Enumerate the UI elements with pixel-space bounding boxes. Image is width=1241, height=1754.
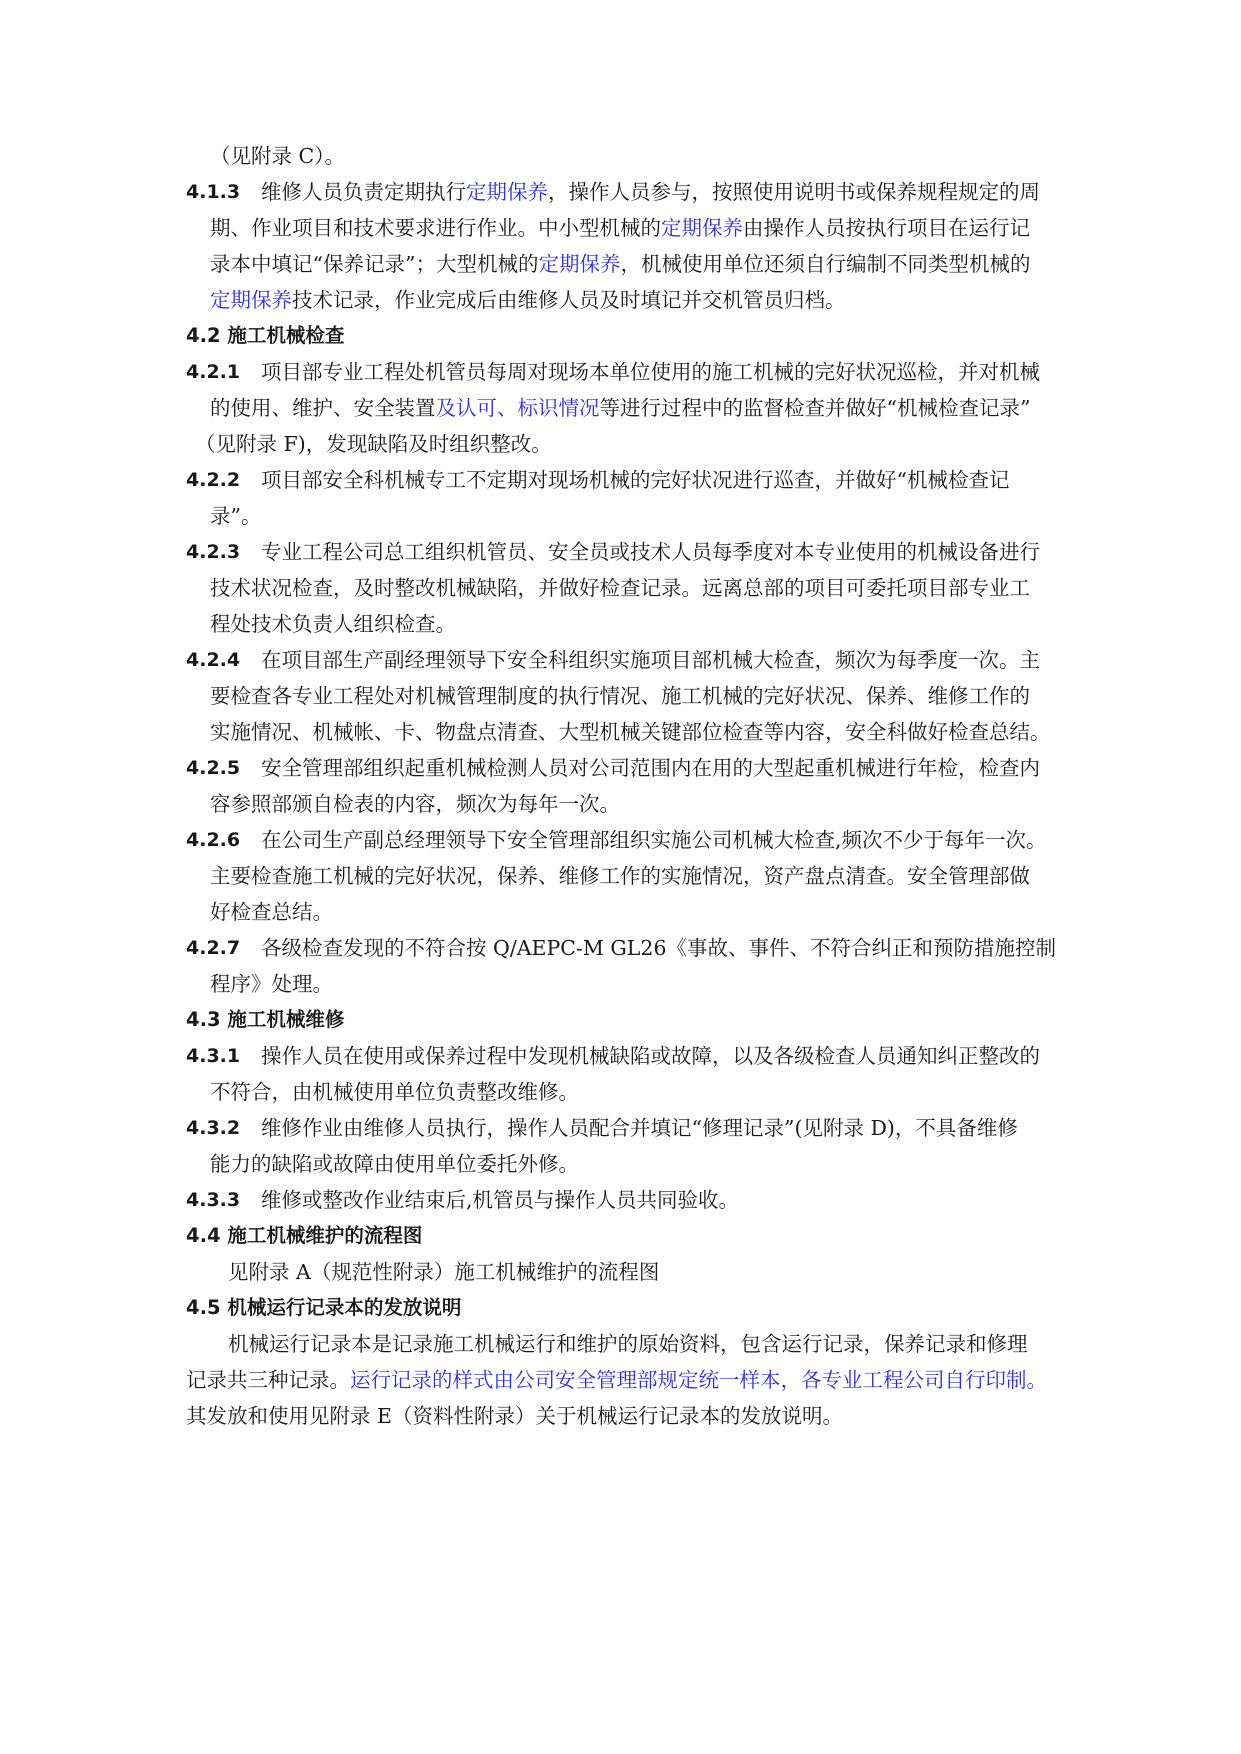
text-line: 维修人员负责定期执行定期保养，操作人员参与，按照使用说明书或保养规程规定的周 <box>261 180 1040 204</box>
link-text[interactable]: 定期保养 <box>466 180 548 204</box>
text-line: 能力的缺陷或故障由使用单位委托外修。 <box>210 1152 579 1176</box>
text-line: 在项目部生产副经理领导下安全科组织实施项目部机械大检查，频次为每季度一次。主 <box>261 648 1040 672</box>
text-line: 的使用、维护、安全装置及认可、标识情况等进行过程中的监督检查并做好“机械检查记录” <box>210 396 1031 420</box>
text-line: 项目部安全科机械专工不定期对现场机械的完好状况进行巡查，并做好“机械检查记 <box>261 468 1010 492</box>
text-line: 安全管理部组织起重机械检测人员对公司范围内在用的大型起重机械进行年检，检查内 <box>261 756 1040 780</box>
clause-number: 4.2.2 <box>186 469 241 491</box>
text-line: 操作人员在使用或保养过程中发现机械缺陷或故障，以及各级检查人员通知纠正整改的 <box>261 1044 1040 1068</box>
clause-number: 4.3.1 <box>186 1045 241 1067</box>
link-text[interactable]: 定期保养 <box>538 252 621 276</box>
section-heading: 4.5 机械运行记录本的发放说明 <box>186 1296 462 1319</box>
clause-number: 4.3.2 <box>186 1117 241 1139</box>
text-line: （见附录 F)，发现缺陷及时组织整改。 <box>195 432 552 456</box>
text-line: 录本中填记“保养记录”；大型机械的定期保养，机械使用单位还须自行编制不同类型机械的 <box>210 252 1031 276</box>
text-line: 好检查总结。 <box>210 900 333 924</box>
text-line: 专业工程公司总工组织机管员、安全员或技术人员每季度对本专业使用的机械设备进行 <box>261 540 1040 564</box>
text-line: 主要检查施工机械的完好状况，保养、维修工作的实施情况，资产盘点清查。安全管理部做 <box>210 864 1030 888</box>
text-line: 维修或整改作业结束后,机管员与操作人员共同验收。 <box>261 1188 740 1212</box>
clause-number: 4.2.6 <box>186 829 241 851</box>
clause-number: 4.2.7 <box>186 937 241 959</box>
section-heading: 4.4 施工机械维护的流程图 <box>186 1224 423 1247</box>
link-text[interactable]: 及认可、标识情况 <box>435 396 600 420</box>
text-line: 各级检查发现的不符合按 Q/AEPC-M GL26《事故、事件、不符合纠正和预防措施控制 <box>261 936 1056 960</box>
clause-number: 4.1.3 <box>186 181 241 203</box>
text-line: 容参照部颁自检表的内容，频次为每年一次。 <box>210 792 620 816</box>
text-line: 记录共三种记录。运行记录的样式由公司安全管理部规定统一样本，各专业工程公司自行印制。 <box>186 1368 1047 1392</box>
link-text[interactable]: 运行记录的样式由公司安全管理部规定统一样本，各专业工程公司自行印制。 <box>350 1368 1047 1392</box>
section-heading: 4.2 施工机械检查 <box>186 324 345 347</box>
text-line: （见附录 C）。 <box>210 144 345 168</box>
text-line: 其发放和使用见附录 E（资料性附录）关于机械运行记录本的发放说明。 <box>186 1404 843 1428</box>
text-line: 程处技术负责人组织检查。 <box>210 612 456 636</box>
text-line: 见附录 A（规范性附录）施工机械维护的流程图 <box>228 1260 660 1284</box>
text-line: 实施情况、机械帐、卡、物盘点清查、大型机械关键部位检查等内容，安全科做好检查总结。 <box>210 720 1051 744</box>
clause-number: 4.3.3 <box>186 1189 241 1211</box>
text-line: 程序》处理。 <box>210 972 333 996</box>
clause-number: 4.2.3 <box>186 541 241 563</box>
link-text[interactable]: 定期保养 <box>661 216 743 240</box>
text-line: 技术状况检查，及时整改机械缺陷，并做好检查记录。远离总部的项目可委托项目部专业工 <box>210 576 1030 600</box>
text-line: 不符合，由机械使用单位负责整改维修。 <box>210 1080 579 1104</box>
text-line: 定期保养技术记录，作业完成后由维修人员及时填记并交机管员归档。 <box>210 288 846 312</box>
clause-number: 4.2.4 <box>186 649 241 671</box>
section-heading: 4.3 施工机械维修 <box>186 1008 345 1031</box>
clause-number: 4.2.1 <box>186 361 241 383</box>
text-line: 要检查各专业工程处对机械管理制度的执行情况、施工机械的完好状况、保养、维修工作的 <box>210 684 1030 708</box>
text-line: 项目部专业工程处机管员每周对现场本单位使用的施工机械的完好状况巡检，并对机械 <box>261 360 1040 384</box>
text-line: 录”。 <box>210 504 262 528</box>
text-line: 维修作业由维修人员执行，操作人员配合并填记“修理记录”(见附录 D)，不具备维修 <box>261 1116 1018 1140</box>
text-line: 期、作业项目和技术要求进行作业。中小型机械的定期保养由操作人员按执行项目在运行记 <box>210 216 1030 240</box>
text-line: 在公司生产副总经理领导下安全管理部组织实施公司机械大检查,频次不少于每年一次。 <box>261 828 1047 852</box>
text-line: 机械运行记录本是记录施工机械运行和维护的原始资料，包含运行记录，保养记录和修理 <box>228 1332 1028 1356</box>
clause-number: 4.2.5 <box>186 757 241 779</box>
link-text[interactable]: 定期保养 <box>210 288 292 312</box>
